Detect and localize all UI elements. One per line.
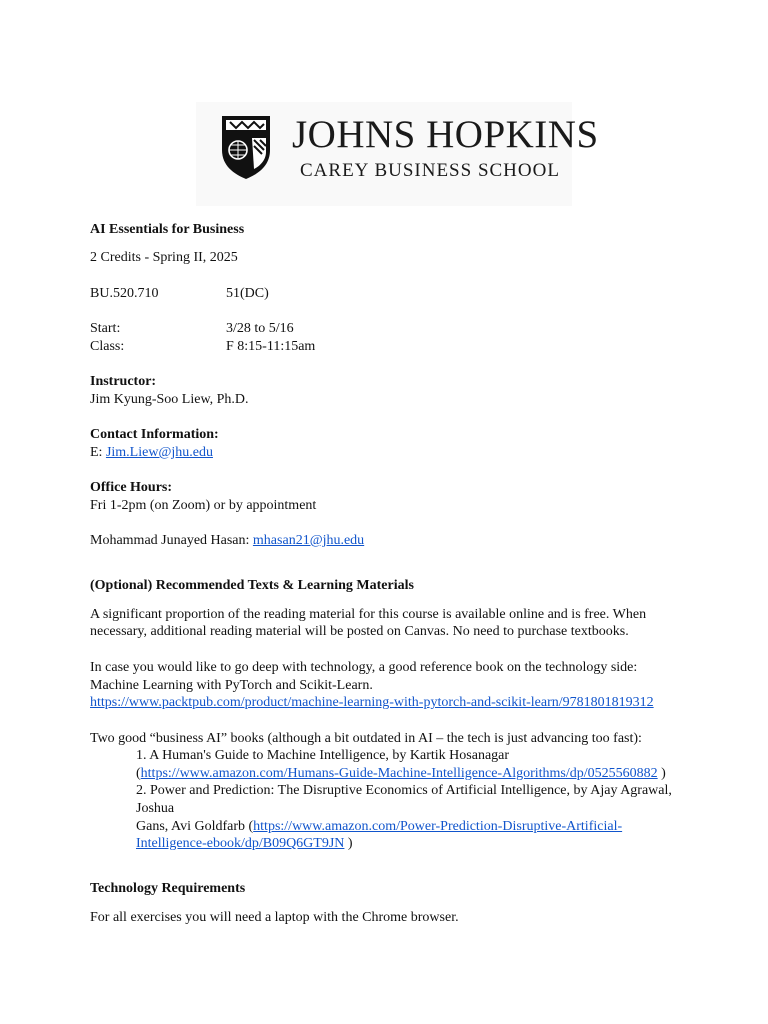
book1-link-line xyxy=(136,765,666,782)
instructor-email-link[interactable]: Jim.Liew@jhu.edu xyxy=(105,445,213,460)
instructor-name: Jim Kyung-Soo Liew, Ph.D. xyxy=(90,392,249,407)
packtpub-link[interactable]: https://www.packtpub.com/product/machine-learning-with-pytorch-and-scikit-learn/9781801819312 xyxy=(90,695,654,710)
class-label: Class: xyxy=(90,339,125,354)
book1-close-paren: ) xyxy=(657,766,666,781)
university-shield-icon xyxy=(220,114,272,180)
email-prefix: E: xyxy=(90,445,106,460)
class-value: F 8:15-11:15am xyxy=(226,339,316,354)
office-hours-heading: Office Hours: xyxy=(90,480,173,495)
book2-close-paren: ) xyxy=(344,836,353,851)
start-value: 3/28 to 5/16 xyxy=(226,321,294,336)
tech-text: For all exercises you will need a laptop with the Chrome browser. xyxy=(90,910,459,925)
course-credits: 2 Credits - Spring II, 2025 xyxy=(90,250,238,265)
texts-heading: (Optional) Recommended Texts & Learning Materials xyxy=(90,578,414,593)
course-title: AI Essentials for Business xyxy=(90,222,245,237)
book1-amazon-link[interactable]: https://www.amazon.com/Humans-Guide-Machine-Intelligence-Algorithms/dp/0525560882 xyxy=(140,766,658,781)
instructor-heading: Instructor: xyxy=(90,374,157,389)
texts-para2-line1: In case you would like to go deep with technology, a good reference book on the technology side: xyxy=(90,660,638,675)
book2-line1: 2. Power and Prediction: The Disruptive Economics of Artificial Intelligence, by Ajay Agrawal, xyxy=(136,783,672,798)
course-code: BU.520.710 xyxy=(90,286,159,301)
book2-amazon-link-part2[interactable]: Intelligence-ebook/dp/B09Q6GT9JN xyxy=(136,836,345,851)
course-section: 51(DC) xyxy=(226,286,269,301)
book2-authors: Gans, Avi Goldfarb ( xyxy=(136,819,254,834)
ta-email-link[interactable]: mhasan21@jhu.edu xyxy=(252,533,365,548)
tech-heading: Technology Requirements xyxy=(90,881,246,896)
book1-open-paren: ( xyxy=(136,766,141,781)
logo-title: JOHNS HOPKINS xyxy=(292,113,599,156)
start-label: Start: xyxy=(90,321,121,336)
ta-line xyxy=(90,532,364,549)
johns-hopkins-carey-logo xyxy=(196,102,599,206)
books-intro: Two good “business AI” books (although a bit outdated in AI – the tech is just advancing too fast): xyxy=(90,731,642,746)
texts-para1-line2: necessary, additional reading material will be posted on Canvas. No need to purchase textbooks. xyxy=(90,624,629,639)
contact-heading: Contact Information: xyxy=(90,427,219,442)
ta-name: Mohammad Junayed Hasan: xyxy=(90,533,253,548)
texts-para2-line2: Machine Learning with PyTorch and Scikit-Learn. xyxy=(90,678,373,693)
book2-amazon-link-part1[interactable]: https://www.amazon.com/Power-Prediction-Disruptive-Artificial- xyxy=(253,819,623,834)
office-hours-text: Fri 1-2pm (on Zoom) or by appointment xyxy=(90,498,317,513)
book2-line2: Joshua xyxy=(136,801,175,816)
texts-para1-line1: A significant proportion of the reading material for this course is available online and is free. When xyxy=(90,607,647,622)
contact-email-line xyxy=(90,444,213,461)
book2-line3 xyxy=(136,818,622,835)
logo-subtitle: CAREY BUSINESS SCHOOL xyxy=(300,160,560,181)
book2-line4 xyxy=(136,835,353,852)
book1-title: 1. A Human's Guide to Machine Intelligence, by Kartik Hosanagar xyxy=(136,748,510,763)
